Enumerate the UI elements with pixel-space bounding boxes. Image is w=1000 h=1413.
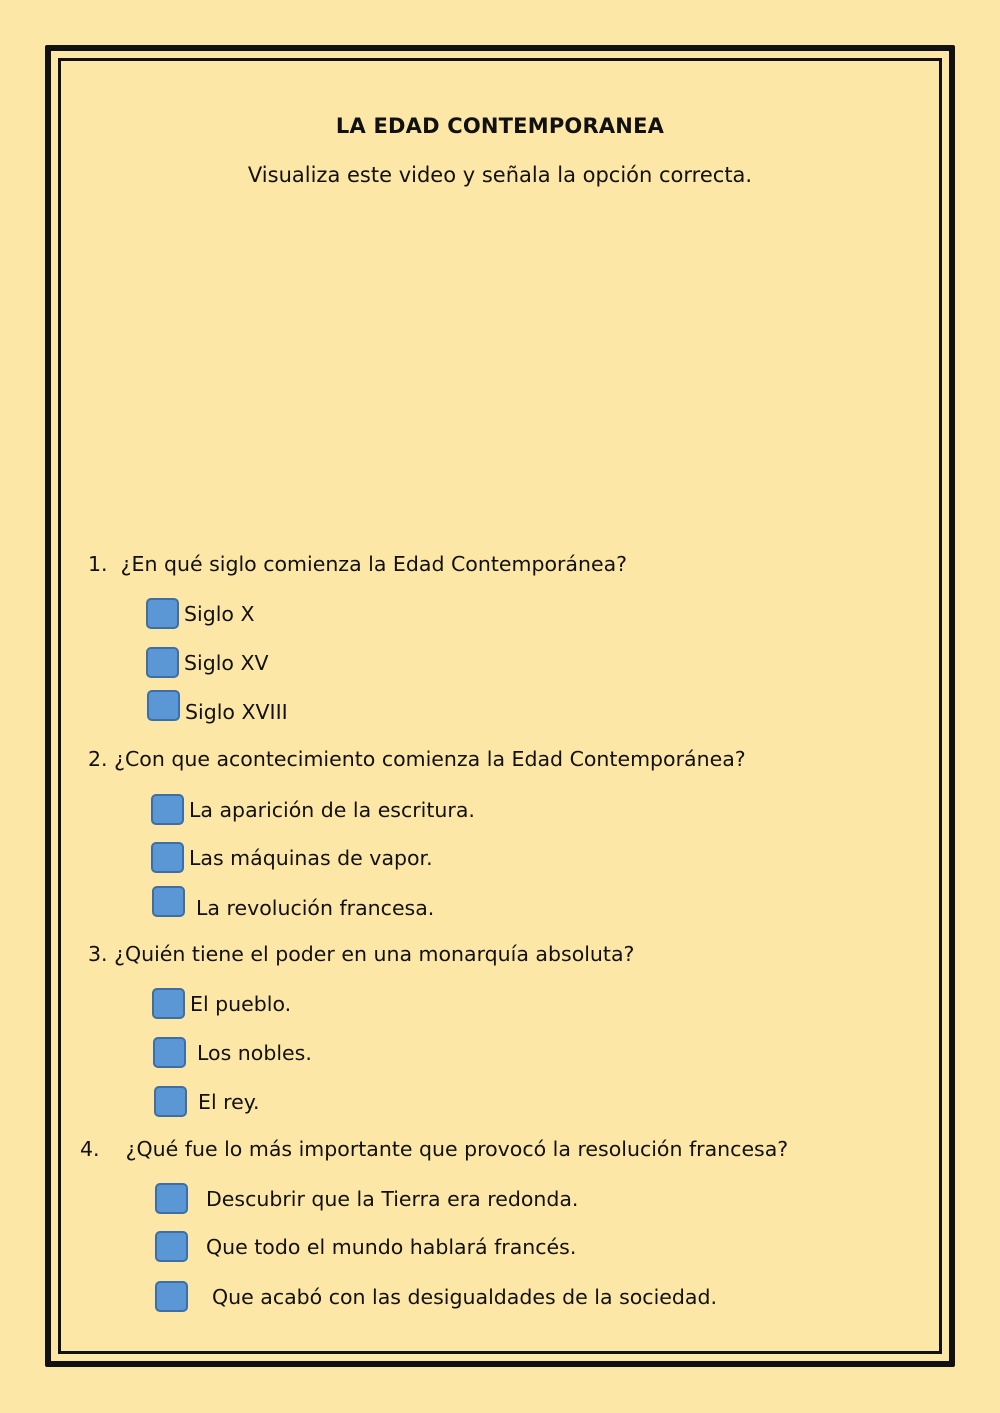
option-q2-a[interactable] — [151, 794, 475, 825]
option-label: Siglo XV — [184, 650, 269, 675]
question-number: 1. — [88, 552, 108, 576]
option-q2-c[interactable] — [152, 886, 435, 920]
checkbox[interactable] — [155, 1183, 188, 1214]
option-label: Las máquinas de vapor. — [189, 845, 433, 870]
question-text: ¿Qué fue lo más importante que provocó la resolución francesa? — [125, 1137, 789, 1161]
question-4 — [80, 1137, 788, 1161]
question-text: ¿En qué siglo comienza la Edad Contemporánea? — [120, 552, 628, 576]
option-q1-a[interactable] — [146, 598, 255, 629]
checkbox[interactable] — [152, 988, 185, 1019]
option-q1-b[interactable] — [146, 647, 269, 678]
option-label: Los nobles. — [197, 1040, 312, 1065]
instruction-text: Visualiza este video y señala la opción correcta. — [247, 163, 753, 187]
question-text: ¿Con que acontecimiento comienza la Edad Contemporánea? — [114, 747, 746, 771]
checkbox[interactable] — [151, 794, 184, 825]
question-number: 3. — [88, 942, 108, 966]
option-q4-b[interactable] — [155, 1231, 576, 1262]
checkbox[interactable] — [151, 842, 184, 873]
question-1 — [88, 552, 627, 576]
option-q1-c[interactable] — [147, 690, 288, 724]
option-label: Que todo el mundo hablará francés. — [206, 1234, 577, 1259]
option-label: Descubrir que la Tierra era redonda. — [206, 1186, 579, 1211]
option-label: El rey. — [198, 1089, 260, 1114]
option-q2-b[interactable] — [151, 842, 433, 873]
question-2 — [88, 747, 746, 771]
checkbox[interactable] — [146, 647, 179, 678]
checkbox[interactable] — [146, 598, 179, 629]
checkbox[interactable] — [155, 1231, 188, 1262]
option-label: El pueblo. — [190, 991, 292, 1016]
question-number: 4. — [80, 1137, 100, 1161]
question-number: 2. — [88, 747, 108, 771]
option-q4-c[interactable] — [155, 1281, 717, 1312]
option-q3-a[interactable] — [152, 988, 291, 1019]
option-label: Siglo XVIII — [185, 699, 288, 724]
option-label: Siglo X — [184, 601, 255, 626]
option-label: La revolución francesa. — [196, 895, 435, 920]
option-q3-b[interactable] — [153, 1037, 312, 1068]
checkbox[interactable] — [147, 690, 180, 721]
option-label: Que acabó con las desigualdades de la sociedad. — [212, 1284, 717, 1309]
checkbox[interactable] — [154, 1086, 187, 1117]
question-3 — [88, 942, 634, 966]
worksheet-title: LA EDAD CONTEMPORANEA — [335, 114, 665, 138]
option-q3-c[interactable] — [154, 1086, 259, 1117]
option-q4-a[interactable] — [155, 1183, 578, 1214]
video-embed-area[interactable] — [150, 215, 850, 525]
checkbox[interactable] — [152, 886, 185, 917]
checkbox[interactable] — [153, 1037, 186, 1068]
option-label: La aparición de la escritura. — [189, 797, 475, 822]
question-text: ¿Quién tiene el poder en una monarquía absoluta? — [114, 942, 635, 966]
checkbox[interactable] — [155, 1281, 188, 1312]
